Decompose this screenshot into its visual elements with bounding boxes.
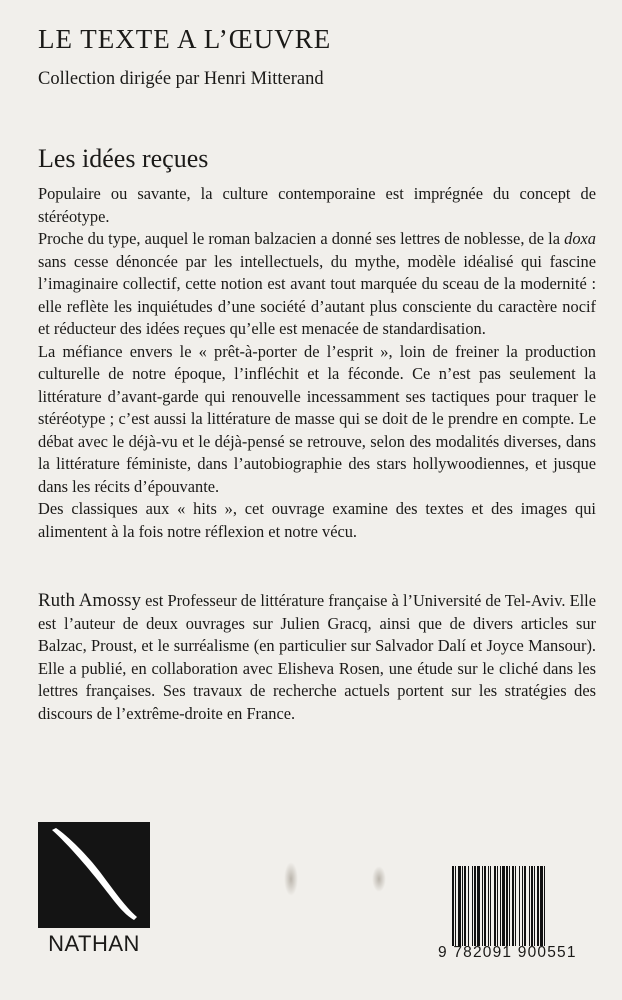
barcode-bar	[474, 866, 476, 946]
barcode-bar	[544, 866, 545, 946]
barcode-bar	[458, 866, 461, 946]
book-title: Les idées reçues	[38, 144, 209, 173]
barcode-digits: 9 782091 900551	[438, 944, 577, 961]
blurb-paragraph-3: La méfiance envers le « prêt-à-porter de l’esprit », loin de freiner la production culturelle de notre époque, l’infléchit et la féconde. Ce n’est pas seulement la littérature d’avant-garde qui renouvelle incessamment ses tactiques pour traquer le stéréotype ; c’est aussi la littérature de masse qui se doit de le prendre en compte. Le débat avec le déjà-vu et le déjà-pensé se retrouve, selon des modalités diverses, dans la littérature féministe, dans l’autobiographie des stars hollywoodiennes, et jusque dans les récits d’épouvante.	[38, 341, 596, 496]
blurb	[38, 183, 596, 543]
barcode-bar	[455, 866, 456, 946]
barcode-bar	[506, 866, 508, 946]
barcode-bar	[512, 866, 514, 946]
barcode-bar	[531, 866, 533, 946]
barcode-bar	[519, 866, 520, 946]
barcode-bar	[490, 866, 491, 946]
barcode-bar	[540, 866, 543, 946]
barcode-bar	[484, 866, 486, 946]
barcode-bar	[537, 866, 539, 946]
barcode-bar	[482, 866, 483, 946]
series-subtitle: Collection dirigée par Henri Mitterand	[38, 69, 324, 89]
barcode-bar	[497, 866, 498, 946]
publisher-name: NATHAN	[48, 931, 140, 956]
barcode-bar	[488, 866, 489, 946]
author-paragraph	[38, 590, 596, 725]
blurb-paragraph-4: Des classiques aux « hits », cet ouvrage examine des textes et des images qui alimentent à la fois notre réflexion et notre vécu.	[38, 499, 596, 541]
barcode-bars	[452, 866, 598, 946]
barcode-bar	[494, 866, 496, 946]
barcode-bar	[529, 866, 530, 946]
barcode-bar	[509, 866, 510, 946]
blurb-paragraph-1: Populaire ou savante, la culture contemporaine est imprégnée du concept de stéréotype.	[38, 184, 596, 226]
author-bio-text: est Professeur de littérature française à l’Université de Tel-Aviv. Elle est l’auteur de deux ouvrages sur Julien Gracq, ainsi que de divers articles sur Balzac, Proust, et le surréalisme (en particulier sur Salvador Dalí et Joyce Mansour). Elle a publié, en collaboration avec Elisheva Rosen, une étude sur le cliché dans les lettres françaises. Ses travaux de recherche actuels portent sur les stratégies des discours de l’extrême-droite en France.	[38, 591, 596, 723]
nathan-n-logo-icon	[38, 822, 150, 928]
blurb-p2-end: sans cesse dénoncée par les intellectuels, du mythe, modèle idéalisé qui fascine l’imaginaire collectif, cette notion est avant tout marquée du sceau de la modernité : elle reflète les inquiétudes d’une société d’autant plus consciente du caractère nocif et réducteur des idées reçues qu’elle est menacée de standardisation.	[38, 251, 596, 338]
barcode-bar	[500, 866, 501, 946]
barcode-bar	[452, 866, 454, 946]
series-title: LE TEXTE A L’ŒUVRE	[38, 24, 332, 54]
author-name: Ruth Amossy	[38, 590, 141, 611]
publisher-logo	[38, 822, 150, 956]
barcode-bar	[477, 866, 480, 946]
barcode-bar	[522, 866, 523, 946]
blurb-paragraph-2	[38, 228, 596, 341]
print-smudge	[372, 866, 386, 892]
blurb-p2-start: Proche du type, auquel le roman balzacien a donné ses lettres de noblesse, de la	[38, 229, 565, 248]
doxa-italic: doxa	[564, 229, 596, 248]
barcode-bar	[534, 866, 535, 946]
barcode-bar	[524, 866, 526, 946]
barcode-bar	[472, 866, 473, 946]
isbn-barcode	[438, 866, 598, 962]
author-bio	[38, 590, 596, 725]
barcode-bar	[502, 866, 505, 946]
barcode-bar	[515, 866, 516, 946]
barcode-bar	[468, 866, 469, 946]
print-smudge	[284, 862, 298, 896]
barcode-bar	[464, 866, 466, 946]
barcode-bar	[462, 866, 463, 946]
